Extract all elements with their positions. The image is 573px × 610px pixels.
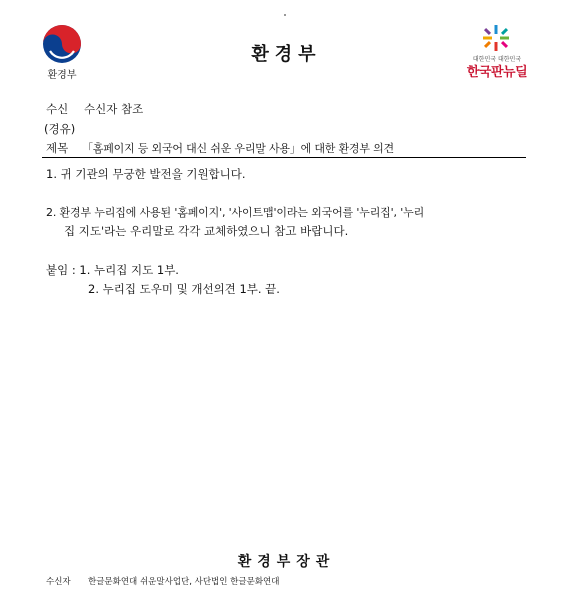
subject-value: 「홈페이지 등 외국어 대신 쉬운 우리말 사용」에 대한 환경부 의견 — [82, 142, 394, 155]
body-item-2-line-2: 집 지도'라는 우리말로 각각 교체하였으니 참고 바랍니다. — [64, 224, 349, 238]
footer-recipients-value: 한글문화연대 쉬운말사업단, 사단법인 한글문화연대 — [88, 577, 280, 587]
body-item-1: 1. 귀 기관의 무궁한 발전을 기원합니다. — [46, 167, 246, 181]
via-label: (경유) — [44, 122, 76, 136]
korean-new-deal-logo-icon — [483, 25, 509, 51]
document-title: 환경부 — [251, 44, 322, 65]
attachment-line-2: 2. 누리집 도우미 및 개선의견 1부. 끝. — [88, 282, 280, 296]
recipient-label: 수신 — [46, 102, 69, 116]
footer-recipients-label: 수신자 — [46, 577, 71, 587]
page-mark — [284, 14, 286, 16]
body-item-2-line-1: 2. 환경부 누리집에 사용된 '홈페이지', '사이트맵'이라는 외국어를 '누리집', '누리 — [46, 206, 425, 219]
emblem-label: 환경부 — [47, 70, 77, 81]
signature-title: 환경부장관 — [237, 554, 336, 570]
subject-label: 제목 — [46, 141, 69, 155]
recipient-value: 수신자 참조 — [84, 102, 144, 116]
logo-wordmark: 한국판뉴딜 — [466, 65, 528, 80]
header-divider — [42, 157, 526, 158]
logo-caption: 대한민국 대한민국 — [472, 56, 522, 63]
attachment-line-1: 붙임 : 1. 누리집 지도 1부. — [46, 263, 179, 277]
